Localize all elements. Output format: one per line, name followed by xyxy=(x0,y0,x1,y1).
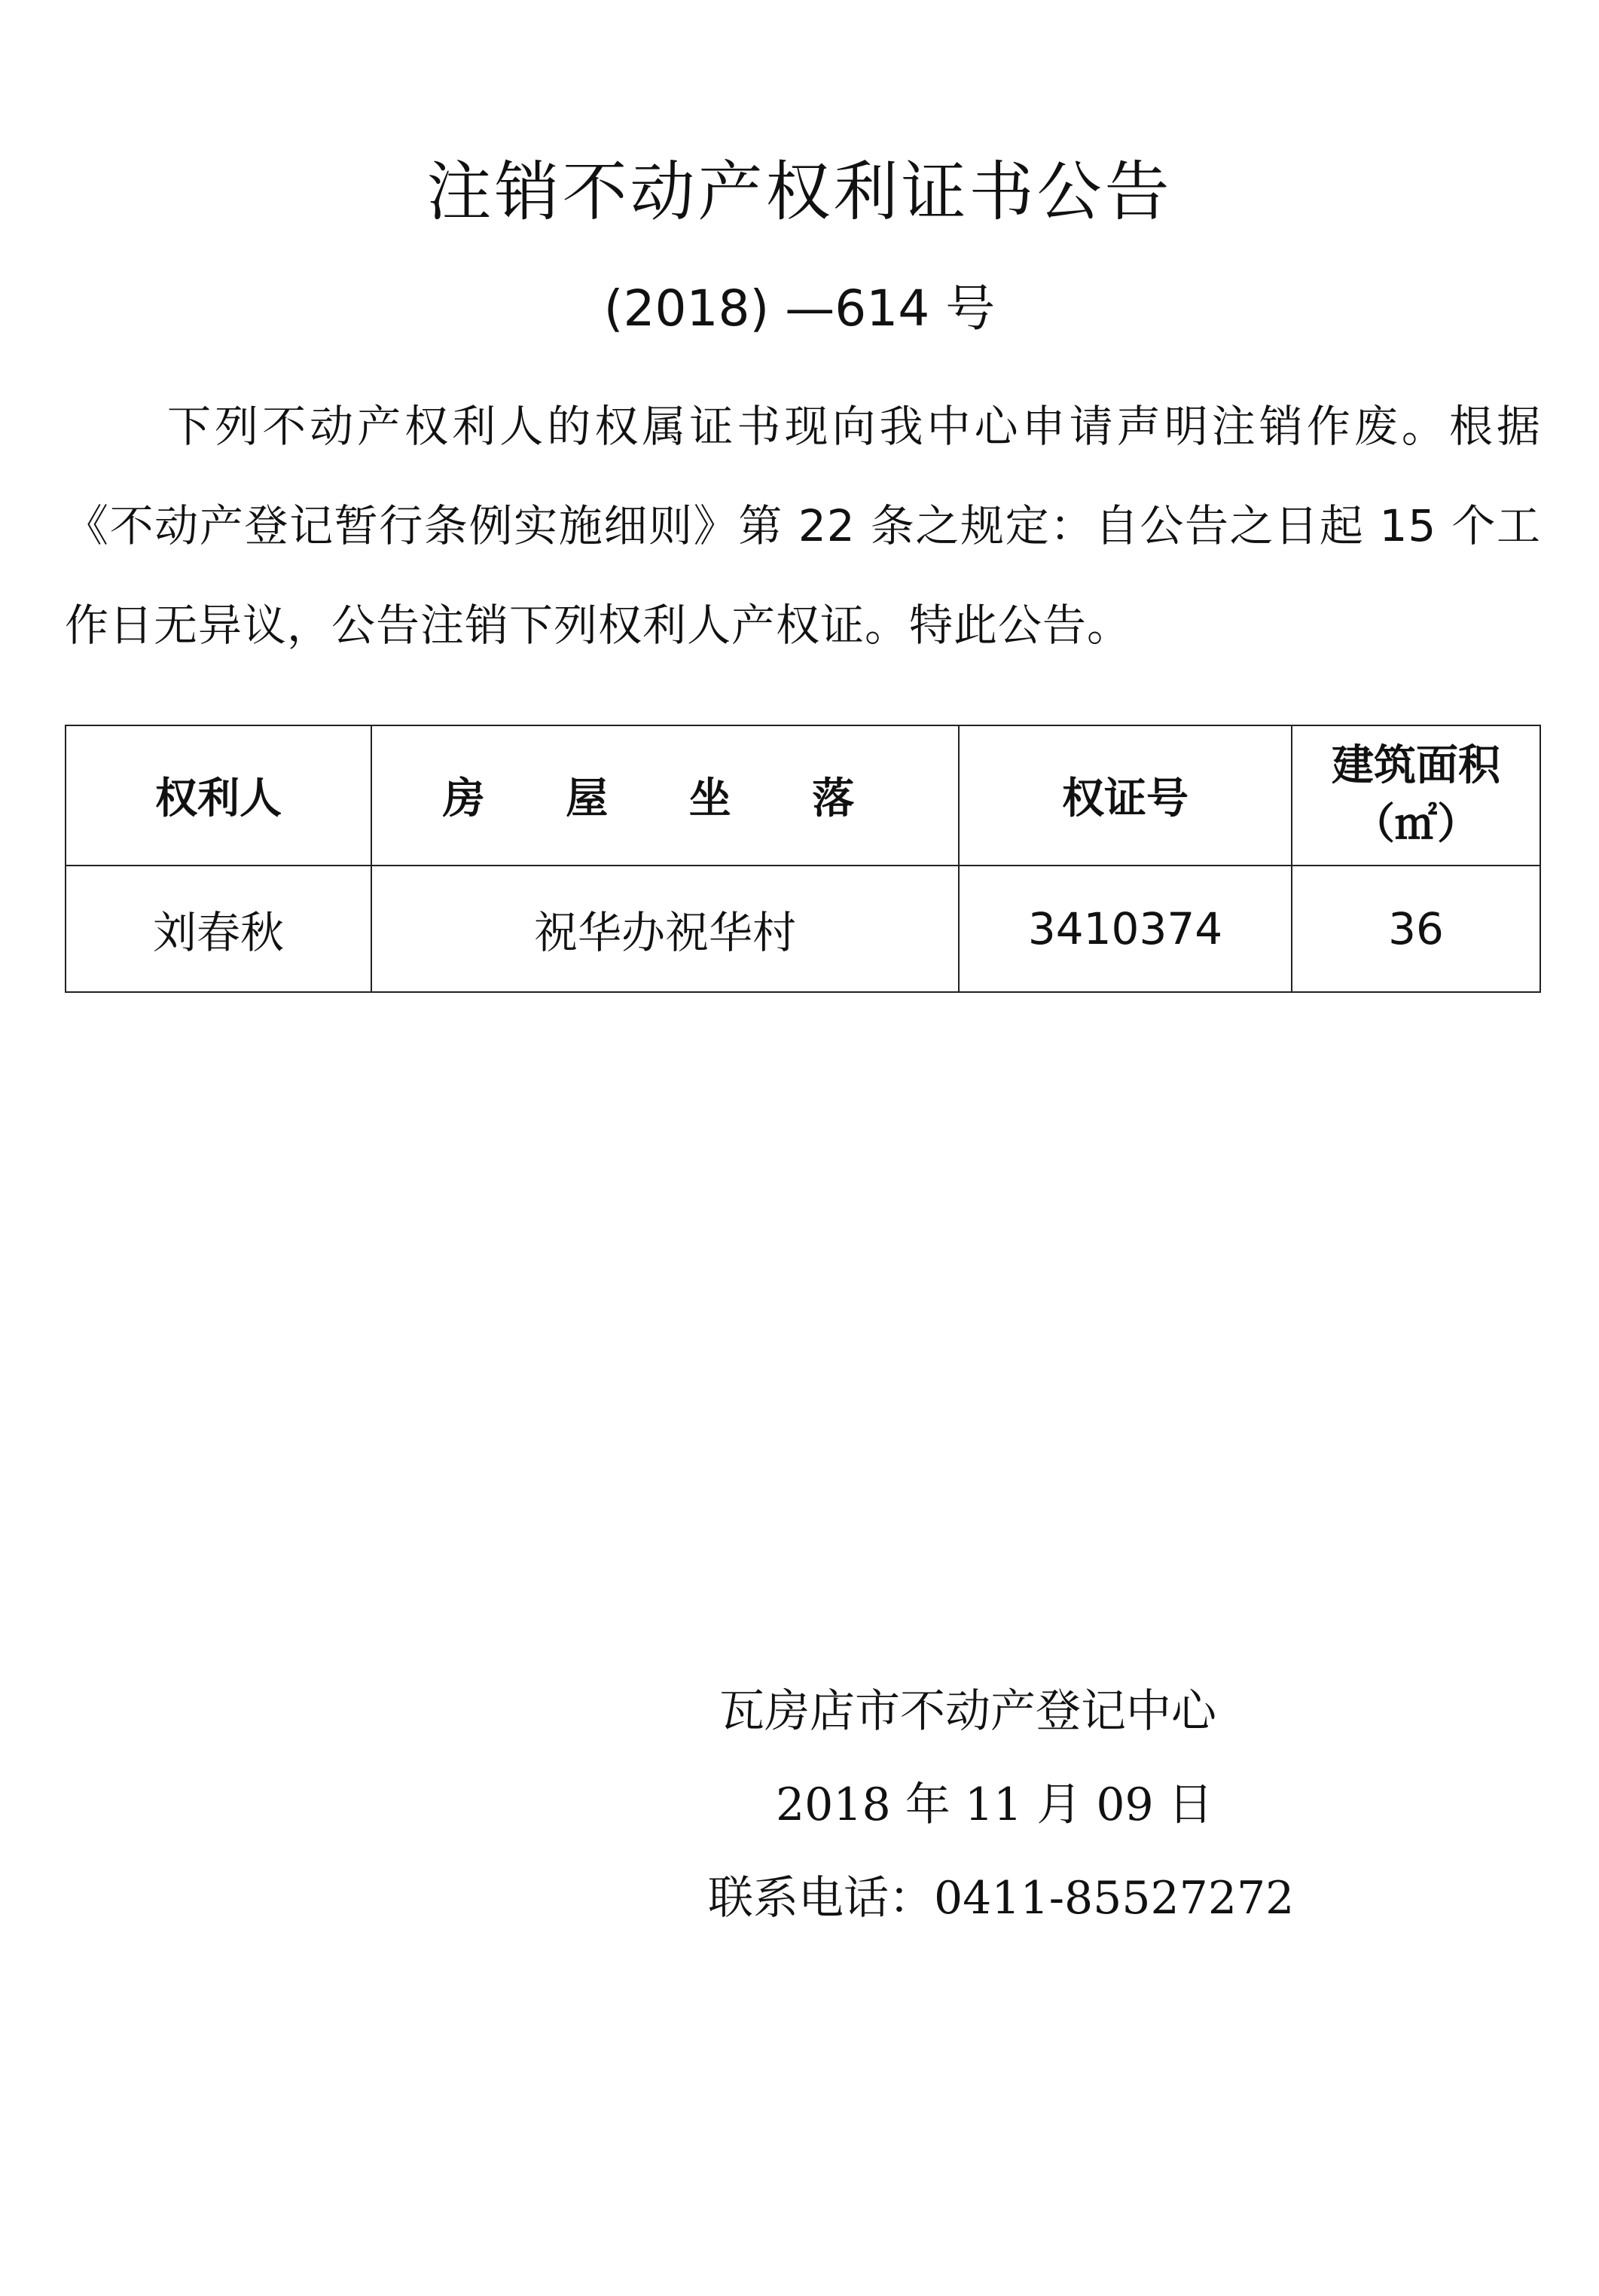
document-number: (2018) —614 号 xyxy=(603,279,996,337)
contact-phone: 联系电话：0411-85527272 xyxy=(708,1872,1295,1925)
header-area-unit: （㎡） xyxy=(1353,800,1479,849)
header-area xyxy=(1292,725,1540,866)
issue-date: 2018 年 11 月 09 日 xyxy=(776,1778,1213,1831)
cell-location: 祝华办祝华村 xyxy=(371,866,959,992)
header-owner: 权利人 xyxy=(66,725,371,866)
notice-body: 下列不动产权利人的权属证书现向我中心申请声明注销作废。根据《不动产登记暂行条例实施细则》第 22 条之规定：自公告之日起 15 个工作日无异议，公告注销下列权利人产权证。特此公告。 xyxy=(65,401,1541,651)
cell-cert-no: 3410374 xyxy=(959,866,1292,992)
cell-area: 36 xyxy=(1292,866,1540,992)
certificate-table xyxy=(65,725,1541,993)
notice-title: 注销不动产权利证书公告 xyxy=(426,154,1173,230)
header-area-label: 建筑面积 xyxy=(1332,741,1500,790)
header-location: 房 屋 坐 落 xyxy=(371,725,959,866)
cell-owner: 刘春秋 xyxy=(66,866,371,992)
table-row xyxy=(66,866,1540,992)
header-cert-no: 权证号 xyxy=(959,725,1292,866)
table-header-row xyxy=(66,725,1540,866)
issuing-organization: 瓦房店市不动产登记中心 xyxy=(719,1685,1216,1738)
